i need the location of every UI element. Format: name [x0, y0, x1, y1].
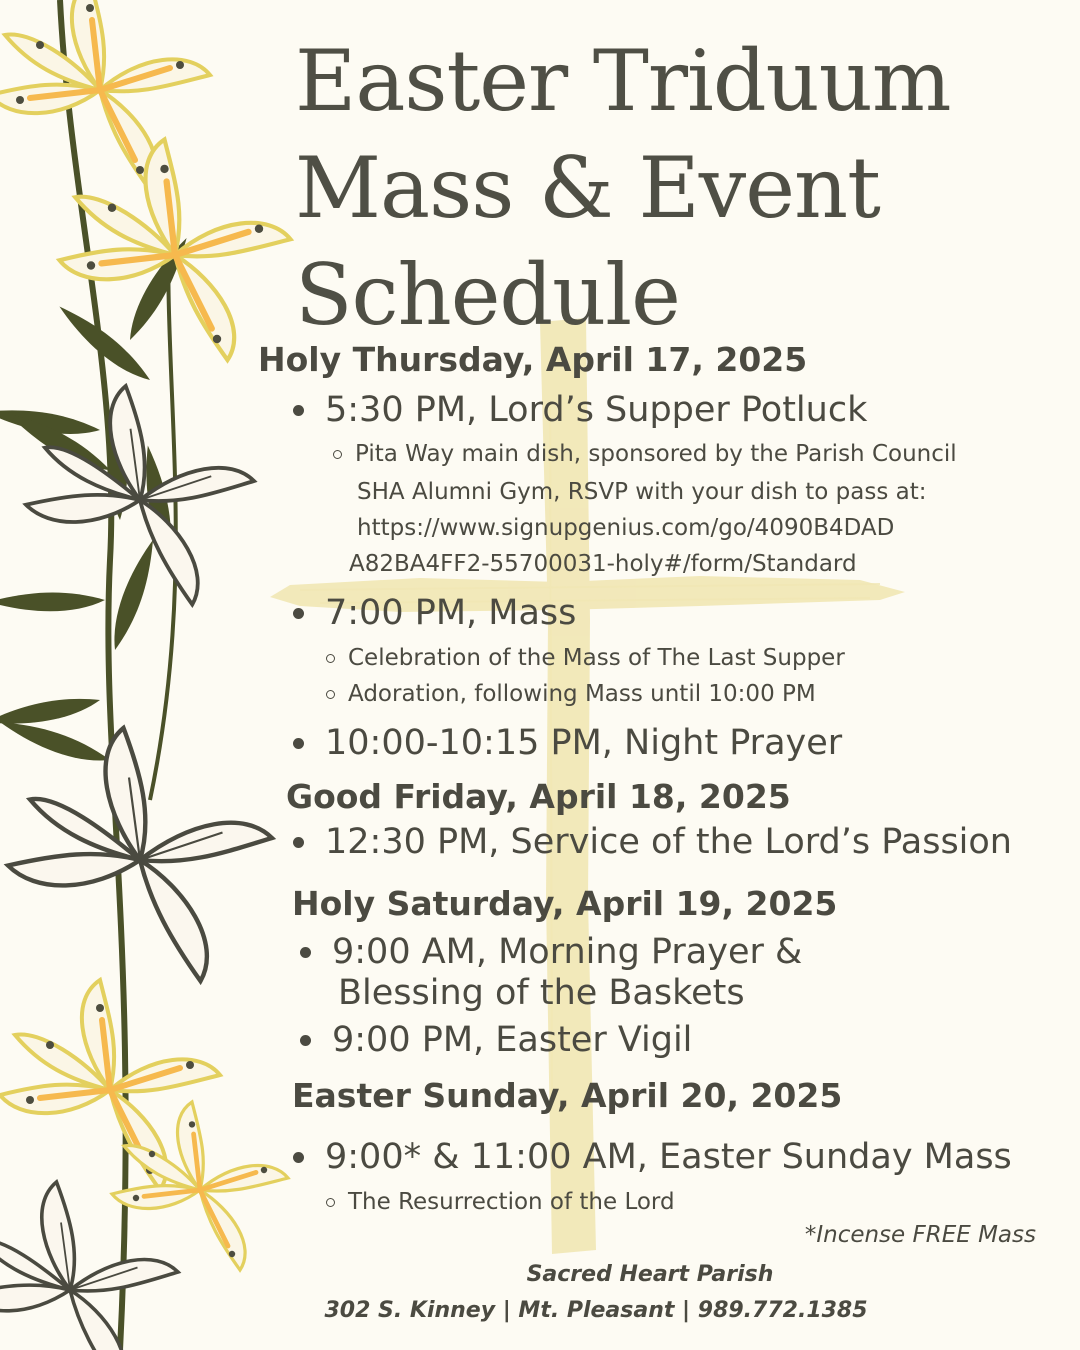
event-detail: Celebration of the Mass of The Last Supper [348, 640, 845, 676]
signup-link-line-2[interactable]: A82BA4FF2-55700031-holy#/form/Standard [349, 551, 857, 577]
title-line-1: Easter Triduum [295, 32, 951, 130]
title-line-3: Schedule [295, 246, 680, 344]
lily-border-illustration [0, 0, 300, 1350]
signup-link-line-1[interactable]: https://www.signupgenius.com/go/4090B4DAD [357, 515, 895, 541]
event-easter-mass: 9:00* & 11:00 AM, Easter Sunday Mass [325, 1137, 1012, 1177]
event-detail: SHA Alumni Gym, RSVP with your dish to pass at: [357, 479, 927, 505]
footer-parish-name: Sacred Heart Parish [526, 1262, 774, 1287]
event-morning-prayer: 9:00 AM, Morning Prayer & [332, 932, 803, 972]
event-detail: Adoration, following Mass until 10:00 PM [348, 676, 816, 712]
day-heading-easter-sunday: Easter Sunday, April 20, 2025 [292, 1076, 843, 1115]
event-potluck: 5:30 PM, Lord’s Supper Potluck [325, 390, 868, 430]
event-mass: 7:00 PM, Mass [325, 593, 577, 633]
day-heading-good-friday: Good Friday, April 18, 2025 [286, 777, 791, 816]
page-title [295, 28, 1055, 349]
incense-note: *Incense FREE Mass [804, 1222, 1036, 1248]
day-heading-holy-thursday: Holy Thursday, April 17, 2025 [258, 340, 808, 379]
title-line-2: Mass & Event [295, 139, 880, 237]
event-passion-service: 12:30 PM, Service of the Lord’s Passion [325, 822, 1012, 862]
event-morning-prayer-cont: Blessing of the Baskets [338, 973, 745, 1013]
day-heading-holy-saturday: Holy Saturday, April 19, 2025 [292, 884, 838, 923]
event-easter-vigil: 9:00 PM, Easter Vigil [332, 1020, 693, 1060]
event-detail: The Resurrection of the Lord [348, 1184, 675, 1220]
event-night-prayer: 10:00-10:15 PM, Night Prayer [325, 723, 843, 763]
event-detail: Pita Way main dish, sponsored by the Parish Council [355, 436, 957, 472]
footer-contact: 302 S. Kinney | Mt. Pleasant | 989.772.1385 [324, 1298, 868, 1323]
